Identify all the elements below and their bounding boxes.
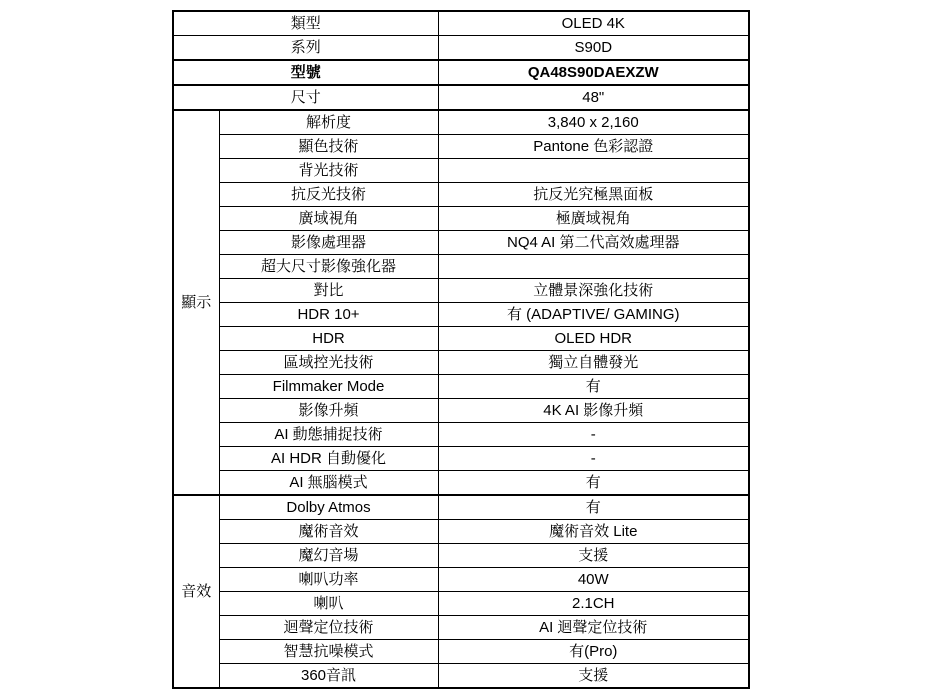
table-row <box>173 520 749 544</box>
table-row <box>173 207 749 231</box>
table-row <box>173 303 749 327</box>
spec-value: OLED 4K <box>438 11 749 36</box>
table-row <box>173 85 749 110</box>
spec-table <box>172 10 750 689</box>
spec-value: AI 迴聲定位技術 <box>438 616 749 640</box>
spec-label: 魔幻音場 <box>219 544 438 568</box>
spec-label: 型號 <box>173 60 438 85</box>
spec-value: Pantone 色彩認證 <box>438 135 749 159</box>
spec-value: NQ4 AI 第二代高效處理器 <box>438 231 749 255</box>
table-row <box>173 183 749 207</box>
spec-label: AI HDR 自動優化 <box>219 447 438 471</box>
spec-value: 4K AI 影像升頻 <box>438 399 749 423</box>
spec-value: 2.1CH <box>438 592 749 616</box>
spec-value: - <box>438 447 749 471</box>
table-row <box>173 495 749 520</box>
spec-label: HDR 10+ <box>219 303 438 327</box>
spec-value: 3,840 x 2,160 <box>438 110 749 135</box>
spec-label: 超大尺寸影像強化器 <box>219 255 438 279</box>
table-row <box>173 568 749 592</box>
spec-value: 獨立自體發光 <box>438 351 749 375</box>
table-row <box>173 255 749 279</box>
spec-label: 喇叭 <box>219 592 438 616</box>
spec-label: 抗反光技術 <box>219 183 438 207</box>
spec-label: 影像升頻 <box>219 399 438 423</box>
table-row <box>173 351 749 375</box>
spec-label: 區域控光技術 <box>219 351 438 375</box>
spec-value: OLED HDR <box>438 327 749 351</box>
spec-value: 魔術音效 Lite <box>438 520 749 544</box>
spec-label: Dolby Atmos <box>219 495 438 520</box>
table-row <box>173 327 749 351</box>
spec-value: S90D <box>438 36 749 61</box>
spec-label: 智慧抗噪模式 <box>219 640 438 664</box>
table-row <box>173 592 749 616</box>
section-group-label: 音效 <box>173 495 219 688</box>
spec-table-body <box>173 11 749 688</box>
spec-label: 喇叭功率 <box>219 568 438 592</box>
spec-value: 立體景深強化技術 <box>438 279 749 303</box>
spec-label: 迴聲定位技術 <box>219 616 438 640</box>
spec-value: 有 <box>438 471 749 496</box>
table-row <box>173 544 749 568</box>
spec-value: 有(Pro) <box>438 640 749 664</box>
spec-label: AI 動態捕捉技術 <box>219 423 438 447</box>
table-row <box>173 110 749 135</box>
spec-value: 支援 <box>438 664 749 689</box>
table-row <box>173 11 749 36</box>
table-row <box>173 60 749 85</box>
spec-value: 極廣域視角 <box>438 207 749 231</box>
table-row <box>173 447 749 471</box>
spec-label: 廣域視角 <box>219 207 438 231</box>
table-row <box>173 36 749 61</box>
spec-label: 對比 <box>219 279 438 303</box>
spec-value: QA48S90DAEXZW <box>438 60 749 85</box>
table-row <box>173 471 749 496</box>
spec-label: 解析度 <box>219 110 438 135</box>
table-row <box>173 640 749 664</box>
spec-value: 支援 <box>438 544 749 568</box>
section-group-label: 顯示 <box>173 110 219 495</box>
spec-label: 尺寸 <box>173 85 438 110</box>
spec-value: 40W <box>438 568 749 592</box>
spec-label: 類型 <box>173 11 438 36</box>
spec-label: 影像處理器 <box>219 231 438 255</box>
spec-value: 有 <box>438 495 749 520</box>
table-row <box>173 399 749 423</box>
spec-value <box>438 255 749 279</box>
table-row <box>173 664 749 689</box>
table-row <box>173 616 749 640</box>
table-row <box>173 375 749 399</box>
spec-value: 48" <box>438 85 749 110</box>
table-row <box>173 279 749 303</box>
table-row <box>173 159 749 183</box>
spec-value: 抗反光究極黑面板 <box>438 183 749 207</box>
spec-label: HDR <box>219 327 438 351</box>
spec-label: 360音訊 <box>219 664 438 689</box>
spec-label: 魔術音效 <box>219 520 438 544</box>
table-row <box>173 423 749 447</box>
table-row <box>173 135 749 159</box>
spec-label: 背光技術 <box>219 159 438 183</box>
spec-label: AI 無腦模式 <box>219 471 438 496</box>
spec-label: Filmmaker Mode <box>219 375 438 399</box>
spec-label: 系列 <box>173 36 438 61</box>
spec-value: - <box>438 423 749 447</box>
spec-label: 顯色技術 <box>219 135 438 159</box>
spec-value: 有 (ADAPTIVE/ GAMING) <box>438 303 749 327</box>
spec-value: 有 <box>438 375 749 399</box>
table-row <box>173 231 749 255</box>
spec-value <box>438 159 749 183</box>
